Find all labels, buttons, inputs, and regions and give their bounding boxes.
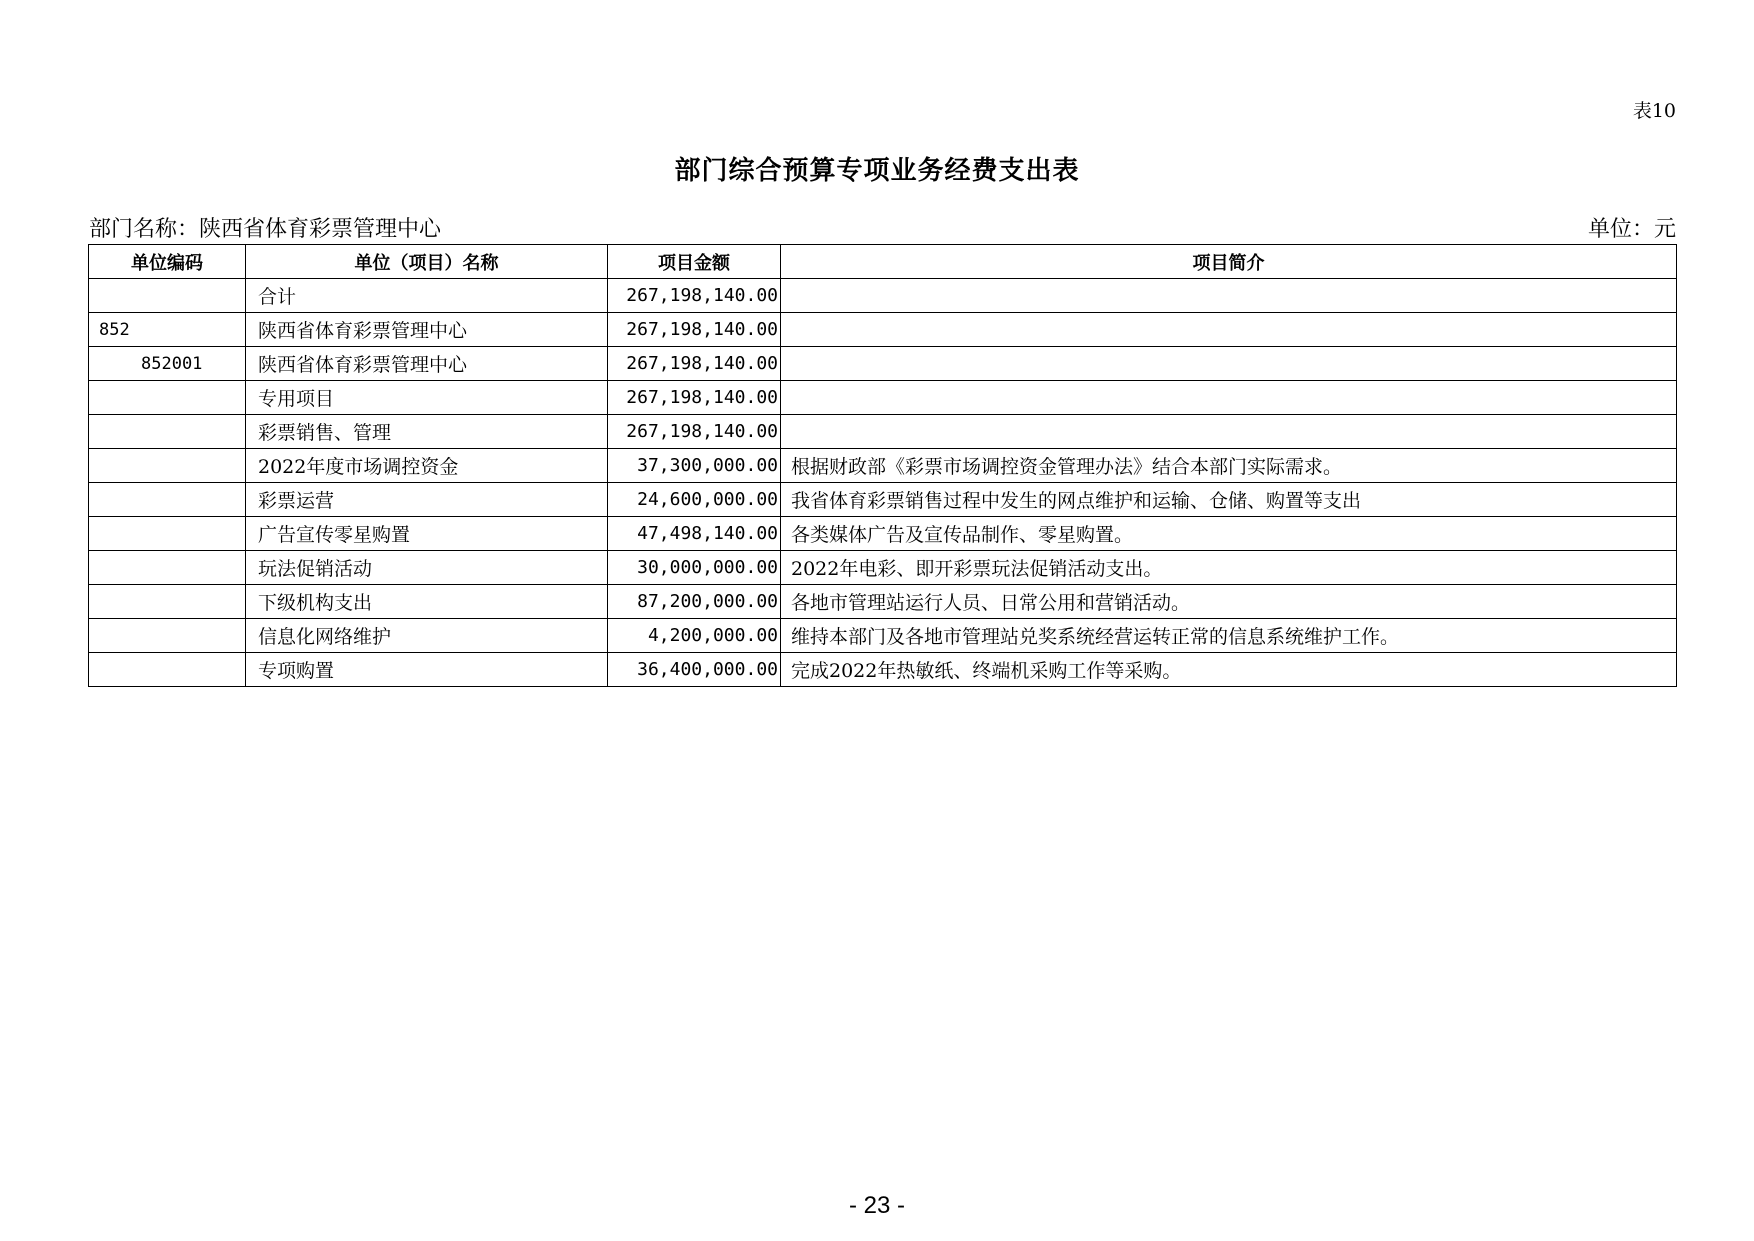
project-description-cell: 2022年电彩、即开彩票玩法促销活动支出。 [781, 551, 1677, 585]
unit-code-cell [89, 551, 246, 585]
project-amount-cell: 267,198,140.00 [608, 313, 781, 347]
unit-code-cell [89, 381, 246, 415]
unit-code-cell [89, 653, 246, 687]
project-amount-cell: 4,200,000.00 [608, 619, 781, 653]
unit-code-cell [89, 517, 246, 551]
unit-code-cell [89, 415, 246, 449]
project-description-cell [781, 415, 1677, 449]
table-row [89, 483, 1677, 517]
project-name-cell: 彩票销售、管理 [246, 415, 608, 449]
project-amount-cell: 87,200,000.00 [608, 585, 781, 619]
column-header-amount: 项目金额 [608, 245, 781, 279]
project-amount-cell: 267,198,140.00 [608, 381, 781, 415]
project-amount-cell: 267,198,140.00 [608, 415, 781, 449]
table-row [89, 313, 1677, 347]
department-name: 部门名称：陕西省体育彩票管理中心 [89, 217, 442, 242]
project-amount-cell: 267,198,140.00 [608, 279, 781, 313]
project-name-cell: 专项购置 [246, 653, 608, 687]
page-title: 部门综合预算专项业务经费支出表 [674, 156, 1080, 186]
table-row [89, 551, 1677, 585]
project-name-cell: 广告宣传零星购置 [246, 517, 608, 551]
table-row [89, 347, 1677, 381]
table-row [89, 449, 1677, 483]
project-description-cell: 完成2022年热敏纸、终端机采购工作等采购。 [781, 653, 1677, 687]
project-name-cell: 彩票运营 [246, 483, 608, 517]
project-description-cell [781, 279, 1677, 313]
project-description-cell [781, 347, 1677, 381]
table-row [89, 381, 1677, 415]
project-name-cell: 专用项目 [246, 381, 608, 415]
project-description-cell [781, 313, 1677, 347]
table-row [89, 653, 1677, 687]
project-amount-cell: 47,498,140.00 [608, 517, 781, 551]
column-header-name: 单位（项目）名称 [246, 245, 608, 279]
project-name-cell: 玩法促销活动 [246, 551, 608, 585]
table-row [89, 619, 1677, 653]
unit-code-cell [89, 279, 246, 313]
project-description-cell: 各地市管理站运行人员、日常公用和营销活动。 [781, 585, 1677, 619]
unit-code-cell [89, 585, 246, 619]
project-description-cell: 维持本部门及各地市管理站兑奖系统经营运转正常的信息系统维护工作。 [781, 619, 1677, 653]
unit-code-cell [89, 449, 246, 483]
table-row [89, 279, 1677, 313]
project-description-cell: 各类媒体广告及宣传品制作、零星购置。 [781, 517, 1677, 551]
table-row [89, 415, 1677, 449]
table-row [89, 585, 1677, 619]
table-body [89, 279, 1677, 687]
project-description-cell: 根据财政部《彩票市场调控资金管理办法》结合本部门实际需求。 [781, 449, 1677, 483]
project-amount-cell: 24,600,000.00 [608, 483, 781, 517]
unit-code-cell [89, 619, 246, 653]
unit-code-cell: 852 [89, 313, 246, 347]
budget-table [88, 244, 1677, 687]
project-amount-cell: 37,300,000.00 [608, 449, 781, 483]
project-description-cell [781, 381, 1677, 415]
unit-code-cell: 852001 [89, 347, 246, 381]
project-name-cell: 2022年度市场调控资金 [246, 449, 608, 483]
project-name-cell: 合计 [246, 279, 608, 313]
table-row [89, 517, 1677, 551]
project-amount-cell: 36,400,000.00 [608, 653, 781, 687]
page-number: - 23 - [848, 1192, 905, 1219]
column-header-code: 单位编码 [89, 245, 246, 279]
project-name-cell: 下级机构支出 [246, 585, 608, 619]
unit-code-cell [89, 483, 246, 517]
department-line [89, 212, 1676, 242]
project-name-cell: 陕西省体育彩票管理中心 [246, 313, 608, 347]
table-number: 表10 [1632, 100, 1676, 122]
column-header-description: 项目简介 [781, 245, 1677, 279]
project-description-cell: 我省体育彩票销售过程中发生的网点维护和运输、仓储、购置等支出 [781, 483, 1677, 517]
currency-unit: 单位：元 [1587, 217, 1676, 242]
project-name-cell: 信息化网络维护 [246, 619, 608, 653]
table-header-row [89, 245, 1677, 279]
project-amount-cell: 30,000,000.00 [608, 551, 781, 585]
project-name-cell: 陕西省体育彩票管理中心 [246, 347, 608, 381]
project-amount-cell: 267,198,140.00 [608, 347, 781, 381]
